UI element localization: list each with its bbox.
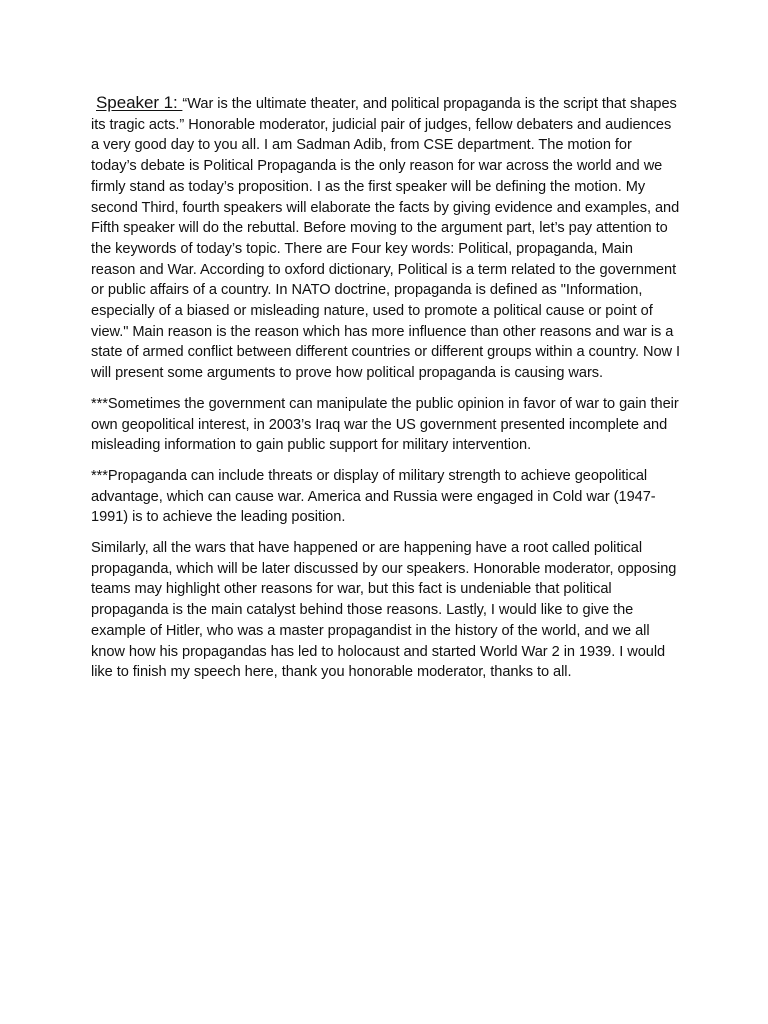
document-body xyxy=(91,93,681,693)
paragraph-conclusion: Similarly, all the wars that have happened or are happening have a root called political propaganda, which will be later discussed by our speakers. Honorable moderator, opposing teams may highlight other reasons for war, but this fact is undeniable that political propaganda is the main catalyst behind those reasons. Lastly, I would like to give the example of Hitler, who was a master propagandist in the history of the world, and we all know how his propagandas has led to holocaust and started World War 2 in 1939. I would like to finish my speech here, thank you honorable moderator, thanks to all. xyxy=(91,540,677,681)
paragraph-argument-1: ***Sometimes the government can manipulate the public opinion in favor of war to gain their own geopolitical interest, in 2003’s Iraq war the US government presented incomplete and misleading information to gain public support for military intervention. xyxy=(91,395,679,454)
speaker-label: Speaker 1: xyxy=(96,93,183,112)
paragraph-intro-text: “War is the ultimate theater, and political propaganda is the script that shapes its tragic acts.” Honorable moderator, judicial pair of judges, fellow debaters and audiences a very good day to you all. I am Sadman Adib, from CSE department. The motion for today’s debate is Political Propaganda is the only reason for war across the world and we firmly stand as today’s proposition. I as the first speaker will be defining the motion. My second Third, fourth speakers will elaborate the facts by giving evidence and examples, and Fifth speaker will do the rebuttal. Before moving to the argument part, let’s pay attention to the keywords of today’s topic. There are Four key words: Political, propaganda, Main reason and War. According to oxford dictionary, Political is a term related to the government or public affairs of a country. In NATO doctrine, propaganda is defined as "Information, especially of a biased or misleading nature, used to promote a political cause or point of view." Main reason is the reason which has more influence than other reasons and war is a state of armed conflict between different countries or different groups within a country. Now I will present some arguments to prove how political propaganda is causing wars. xyxy=(91,96,681,382)
paragraph-argument-2: ***Propaganda can include threats or display of military strength to achieve geopolitical advantage, which can cause war. America and Russia were engaged in Cold war (1947-1991) is to achieve the leading position. xyxy=(91,467,656,526)
paragraph-intro xyxy=(91,93,681,384)
